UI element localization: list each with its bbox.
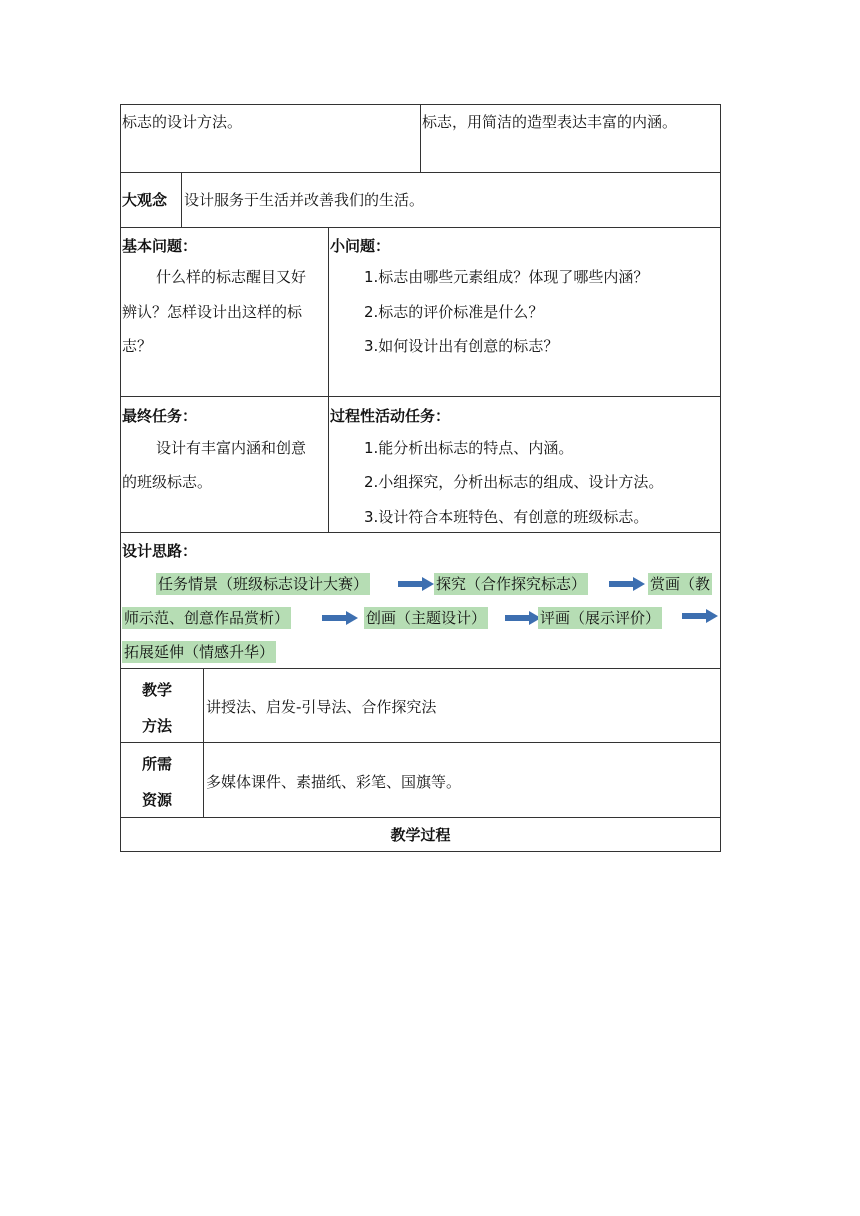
basic-question-label: 基本问题： [122, 237, 198, 255]
process-tasks-label: 过程性活动任务： [330, 407, 451, 425]
design-step-1: 任务情景（班级标志设计大赛） [158, 575, 369, 593]
process-task-1: 1.能分析出标志的特点、内涵。 [364, 439, 574, 457]
small-question-1: 1.标志由哪些元素组成？体现了哪些内涵？ [364, 268, 649, 286]
arrow-right-icon [682, 609, 718, 623]
design-step-3a: 赏画（教 [650, 575, 711, 593]
process-header: 教学过程 [390, 826, 451, 844]
big-idea-text: 设计服务于生活并改善我们的生活。 [184, 191, 425, 209]
row1-right-text: 标志，用简洁的造型表达丰富的内涵。 [422, 113, 678, 131]
arrow-right-icon [322, 611, 358, 625]
design-step-6: 拓展延伸（情感升华） [124, 643, 275, 661]
final-task-line2: 的班级标志。 [122, 473, 213, 491]
process-task-2: 2.小组探究，分析出标志的组成、设计方法。 [364, 473, 664, 491]
design-step-2: 探究（合作探究标志） [436, 575, 587, 593]
small-question-3: 3.如何设计出有创意的标志？ [364, 337, 559, 355]
big-idea-label: 大观念 [122, 191, 168, 209]
resources-text: 多媒体课件、素描纸、彩笔、国旗等。 [206, 773, 462, 791]
design-step-5: 评画（展示评价） [540, 609, 661, 627]
design-idea-label: 设计思路： [122, 542, 198, 560]
design-step-4: 创画（主题设计） [366, 609, 487, 627]
arrow-right-icon [609, 577, 645, 591]
method-text: 讲授法、启发-引导法、合作探究法 [206, 698, 437, 716]
small-questions-label: 小问题： [330, 237, 391, 255]
final-task-line1: 设计有丰富内涵和创意 [156, 439, 307, 457]
resources-label-line1: 所需 [142, 755, 173, 773]
small-question-2: 2.标志的评价标准是什么？ [364, 303, 544, 321]
method-label-line1: 教学 [142, 681, 173, 699]
row1-left-text: 标志的设计方法。 [122, 113, 243, 131]
arrow-right-icon [505, 611, 541, 625]
arrow-right-icon [398, 577, 434, 591]
process-task-3: 3.设计符合本班特色、有创意的班级标志。 [364, 508, 649, 526]
final-task-label: 最终任务： [122, 407, 198, 425]
design-step-3b: 师示范、创意作品赏析） [124, 609, 290, 627]
basic-question-line1: 什么样的标志醒目又好 [156, 268, 307, 286]
basic-question-line3: 志？ [122, 337, 153, 355]
resources-label-line2: 资源 [142, 791, 173, 809]
method-label-line2: 方法 [142, 717, 173, 735]
basic-question-line2: 辨认？怎样设计出这样的标 [122, 303, 303, 321]
